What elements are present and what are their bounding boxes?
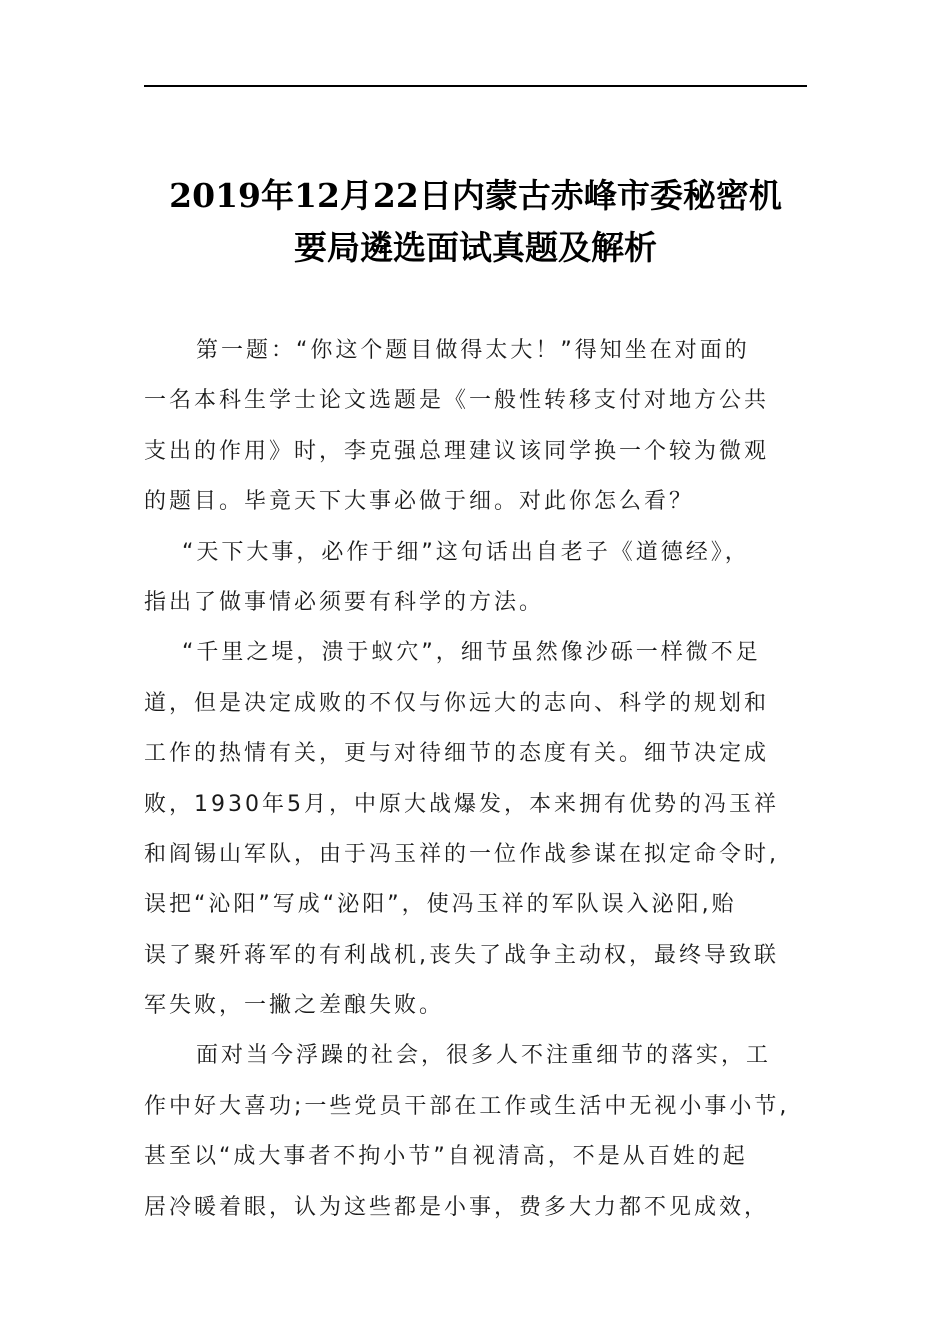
text-line: 误把“沁阳”写成“泌阳”，使冯玉祥的军队误入泌阳,贻	[144, 892, 737, 918]
text-line: 第一题：“你这个题目做得太大！”得知坐在对面的	[196, 338, 750, 363]
text-line: 的题目。毕竟天下大事必做于细。对此你怎么看？	[144, 489, 695, 515]
text-line: 居冷暖着眼，认为这些都是小事，费多大力都不见成效，	[144, 1194, 770, 1220]
text-line: 支出的作用》时，李克强总理建议该同学换一个较为微观	[144, 438, 770, 464]
paragraph-origin	[144, 528, 806, 629]
paragraph-example	[144, 628, 806, 1031]
text-line: 工作的热情有关，更与对待细节的态度有关。细节决定成	[144, 741, 770, 767]
text-line: “千里之堤，溃于蚁穴”，细节虽然像沙砾一样微不足	[182, 640, 761, 666]
title-line-1: 2019年12月22日内蒙古赤峰市委秘密机	[169, 176, 782, 215]
text-line: 作中好大喜功;一些党员干部在工作或生活中无视小事小节,	[144, 1093, 790, 1119]
text-line: 一名本科生学士论文选题是《一般性转移支付对地方公共	[144, 388, 770, 414]
text-line: 甚至以“成大事者不拘小节”自视清高，不是从百姓的起	[144, 1144, 748, 1170]
text-line: 误了聚歼蒋军的有利战机,丧失了战争主动权，最终导致联	[144, 942, 779, 968]
document-body	[144, 326, 806, 1233]
text-line: “天下大事，必作于细”这句话出自老子《道德经》，	[182, 539, 750, 565]
title-line-2: 要局遴选面试真题及解析	[294, 228, 657, 267]
header-rule	[144, 85, 807, 87]
document-title	[144, 170, 807, 274]
text-line: 指出了做事情必须要有科学的方法。	[144, 589, 545, 615]
text-line: 败，1930年5月，中原大战爆发，本来拥有优势的冯玉祥	[144, 791, 779, 817]
text-line: 道，但是决定成败的不仅与你远大的志向、科学的规划和	[144, 690, 770, 716]
text-line: 和阎锡山军队，由于冯玉祥的一位作战参谋在拟定命令时,	[144, 841, 779, 867]
paragraph-analysis	[144, 1031, 806, 1233]
text-line: 军失败，一撇之差酿失败。	[144, 993, 445, 1019]
text-line: 面对当今浮躁的社会，很多人不注重细节的落实，工	[196, 1043, 772, 1069]
paragraph-question	[144, 326, 806, 528]
